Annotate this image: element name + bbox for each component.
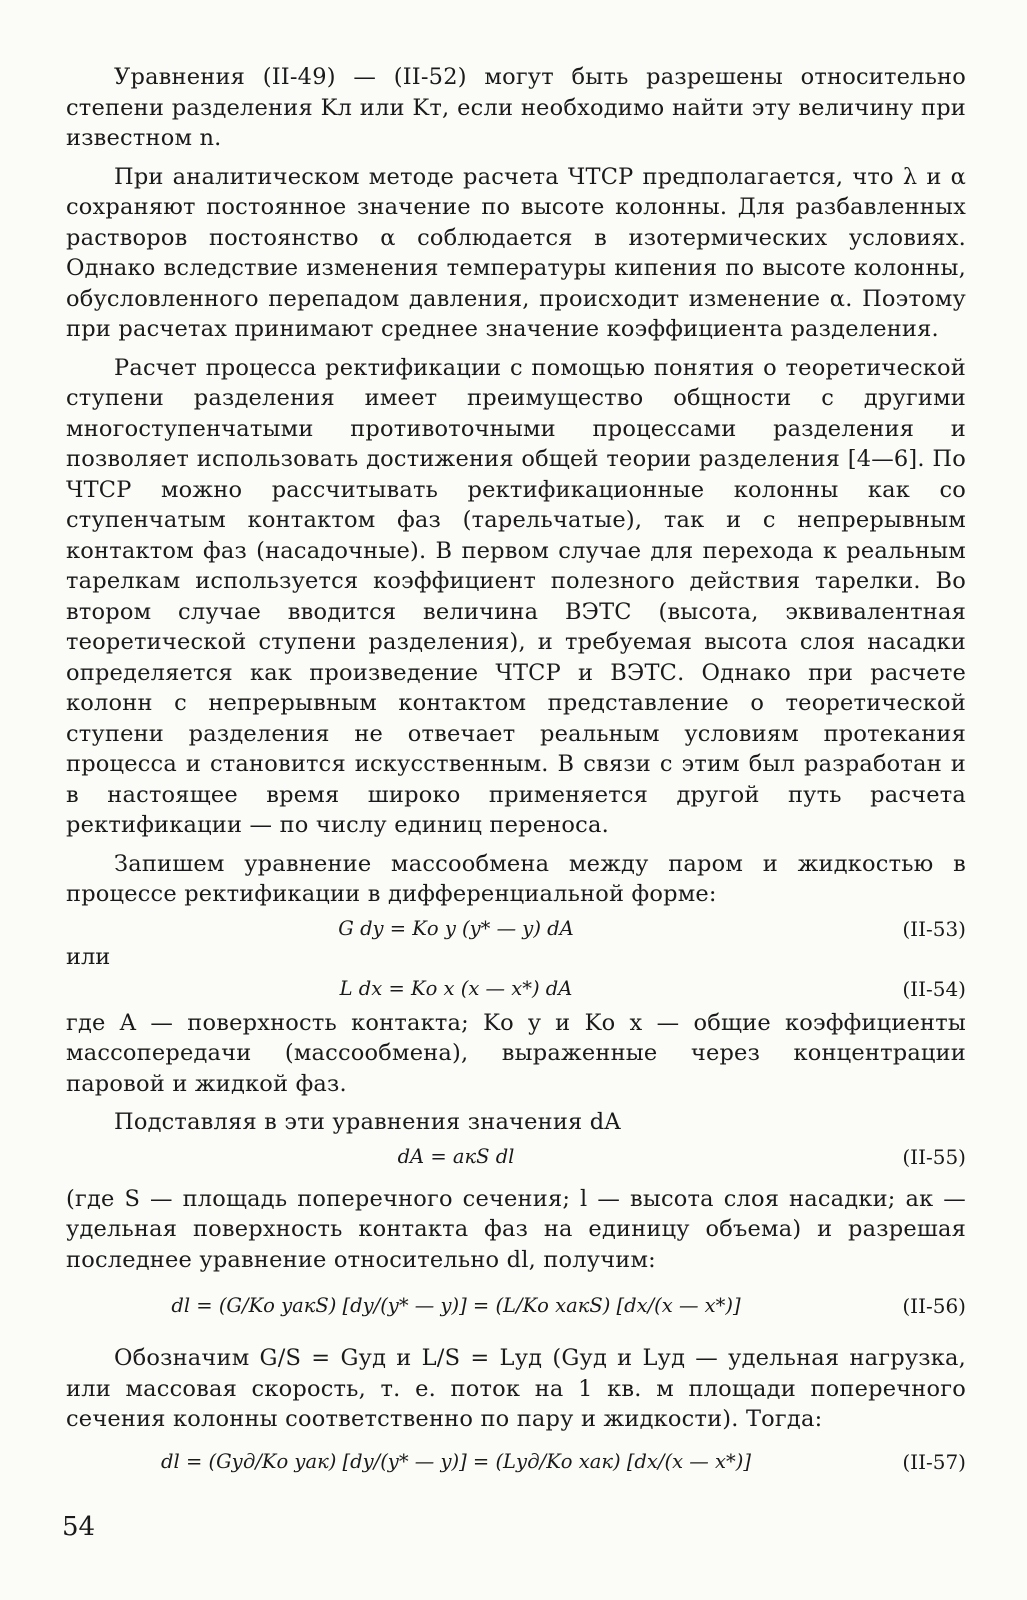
- paragraph-1: Уравнения (II-49) — (II-52) могут быть разрешены относительно степени разделения Kл или Kт, если необходимо найти эту величину при известном n.: [66, 64, 966, 151]
- paragraph-3: Расчет процесса ректификации с помощью понятия о теоретической ступени разделения имеет преимущество общности с другими многоступенчатыми противоточными процессами разделения и позволяет использовать достижения общей теории разделения [4—6]. По ЧТСР можно рассчитывать ректификационные колонны как со ступенчатым контактом фаз (тарельчатые), так и с непрерывным контактом фаз (насадочные). В первом случае для перехода к реальным тарелкам используется коэффициент полезного действия тарелки. Во втором случае вводится величина ВЭТС (высота, эквивалентная теоретической ступени разделения), и требуемая высота слоя насадки определяется как произведение ЧТСР и ВЭТС. Однако при расчете колонн с непрерывным контактом представление о теоретической ступени разделения не отвечает реальным условиям протекания процесса и становится искусственным. В связи с этим был разработан и в настоящее время широко применяется другой путь расчета ректификации — по числу единиц переноса.: [66, 354, 966, 838]
- page-body: [66, 62, 966, 1481]
- equation-II-55-number: (II-55): [902, 1144, 966, 1169]
- equation-II-55: [66, 1138, 966, 1176]
- equation-II-54-formula: L dx = Kо x (x — x*) dA: [339, 976, 573, 1000]
- word-or: или: [66, 943, 111, 970]
- equation-II-53-formula: G dy = Kо y (y* — y) dA: [338, 916, 574, 940]
- paragraph-8: Обозначим G/S = Gуд и L/S = Lуд (Gуд и Lуд — удельная нагрузка, или массовая скорость, т. е. поток на 1 кв. м площади поперечного сечения колонны соответственно по пару и жидкости). Тогда:: [66, 1345, 966, 1432]
- equation-II-53-number: (II-53): [902, 916, 966, 941]
- paragraph-5: где A — поверхность контакта; Kо y и Kо x — общие коэффициенты массопередачи (массообмена), выраженные через концентрации паровой и жидкой фаз.: [66, 1009, 966, 1097]
- equation-II-55-formula: dA = aкS dl: [397, 1144, 515, 1168]
- equation-II-57-number: (II-57): [902, 1449, 966, 1474]
- equation-II-54-number: (II-54): [902, 976, 966, 1001]
- page-number: 54: [62, 1512, 96, 1542]
- equation-II-57-formula: dl = (Gуд/Kо yaк) [dy/(y* — y)] = (Lуд/Kо xaк) [dx/(x — x*)]: [161, 1449, 751, 1473]
- equation-II-56: [66, 1287, 966, 1325]
- equation-II-57: [66, 1443, 966, 1481]
- equation-II-54: [66, 970, 966, 1008]
- equation-II-56-number: (II-56): [902, 1294, 966, 1318]
- paragraph-4: Запишем уравнение массообмена между паром и жидкостью в процессе ректификации в дифференциальной форме:: [66, 850, 966, 907]
- equation-II-53: [66, 910, 966, 948]
- paragraph-2: При аналитическом методе расчета ЧТСР предполагается, что λ и α сохраняют постоянное значение по высоте колонны. Для разбавленных растворов постоянство α соблюдается в изотермических условиях. Однако вследствие изменения температуры кипения по высоте колонны, обусловленного перепадом давления, происходит изменение α. Поэтому при расчетах принимают среднее значение коэффициента разделения.: [66, 163, 966, 342]
- equation-II-56-formula: dl = (G/Kо yaкS) [dy/(y* — y)] = (L/Kо xaкS) [dx/(x — x*)]: [171, 1294, 741, 1317]
- paragraph-6: Подставляя в эти уравнения значения dA: [114, 1109, 621, 1135]
- paragraph-7: (где S — площадь поперечного сечения; l — высота слоя насадки; aк — удельная поверхность контакта фаз на единицу объема) и разрешая последнее уравнение относительно dl, получим:: [66, 1185, 966, 1273]
